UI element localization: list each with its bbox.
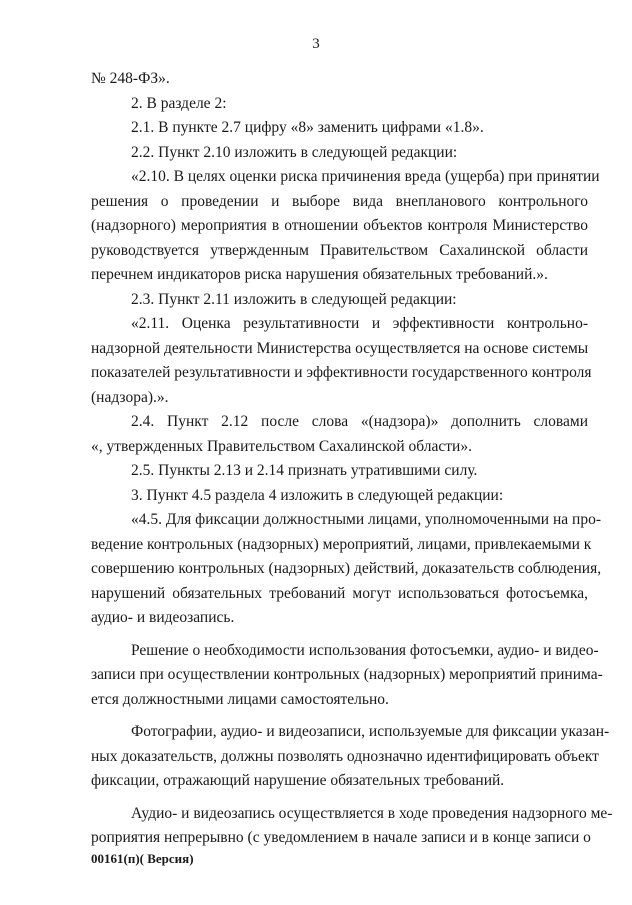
- text-line: решения о проведении и выборе вида внепланового контрольного: [91, 192, 588, 210]
- text-line: 2.2. Пункт 2.10 изложить в следующей редакции:: [131, 143, 458, 161]
- text-line: Решение о необходимости использования фотосъемки, аудио- и видео-: [131, 641, 599, 659]
- document-footer-code: 00161(п)( Версия): [91, 851, 194, 866]
- page-number: 3: [312, 36, 320, 52]
- text-line: 2.1. В пункте 2.7 цифру «8» заменить цифрами «1.8».: [131, 119, 484, 136]
- paragraph-gap: [91, 631, 588, 639]
- text-line: ведение контрольных (надзорных) мероприятий, лицами, привлекаемыми к: [91, 535, 592, 553]
- text-line: записи при осуществлении контрольных (надзорных) мероприятий принима-: [91, 666, 603, 683]
- text-line: совершению контрольных (надзорных) действий, доказательств соблюдения,: [91, 560, 602, 577]
- document-body: [91, 67, 613, 851]
- text-line: Фотографии, аудио- и видеозаписи, используемые для фиксации указан-: [131, 723, 610, 740]
- text-line: «2.11. Оценка результативности и эффективности контрольно-: [131, 315, 588, 332]
- paragraph-gap: [91, 712, 588, 720]
- text-line: надзорной деятельности Министерства осуществляется на основе системы: [91, 339, 589, 357]
- text-line: нарушений обязательных требований могут использоваться фотосъемка,: [91, 584, 588, 602]
- text-line: 2.4. Пункт 2.12 после слова «(надзора)» дополнить словами: [131, 413, 588, 430]
- text-line: 3. Пункт 4.5 раздела 4 изложить в следующей редакции:: [131, 486, 504, 504]
- text-line: перечнем индикаторов риска нарушения обязательных требований.».: [91, 266, 548, 283]
- text-line: 2.5. Пункты 2.13 и 2.14 признать утратившими силу.: [131, 462, 478, 479]
- text-line: № 248-ФЗ».: [91, 70, 170, 87]
- text-line: роприятия непрерывно (с уведомлением в начале записи и в конце записи о: [91, 829, 591, 846]
- text-line: ется должностными лицами самостоятельно.: [91, 690, 389, 708]
- text-line: аудио- и видеозапись.: [91, 609, 235, 626]
- text-line: руководствуется утвержденным Правительством Сахалинской области: [91, 241, 588, 259]
- paragraph-gap: [91, 794, 588, 802]
- text-line: «2.10. В целях оценки риска причинения вреда (ущерба) при принятии: [131, 168, 600, 185]
- text-line: 2. В разделе 2:: [131, 94, 227, 112]
- text-line: «4.5. Для фиксации должностными лицами, уполномоченными на про-: [131, 511, 601, 528]
- text-line: фиксации, отражающий нарушение обязательных требований.: [91, 772, 505, 789]
- text-line: (надзора).».: [91, 388, 169, 406]
- text-line: показателей результативности и эффективности государственного контроля: [91, 364, 592, 381]
- text-line: 2.3. Пункт 2.11 изложить в следующей редакции:: [131, 290, 457, 308]
- text-line: ных доказательств, должны позволять однозначно идентифицировать объект: [91, 747, 599, 765]
- text-line: Аудио- и видеозапись осуществляется в ходе проведения надзорного ме-: [131, 804, 613, 822]
- text-line: (надзорного) мероприятия в отношении объектов контроля Министерство: [91, 217, 588, 234]
- text-line: «, утвержденных Правительством Сахалинской области».: [91, 437, 472, 455]
